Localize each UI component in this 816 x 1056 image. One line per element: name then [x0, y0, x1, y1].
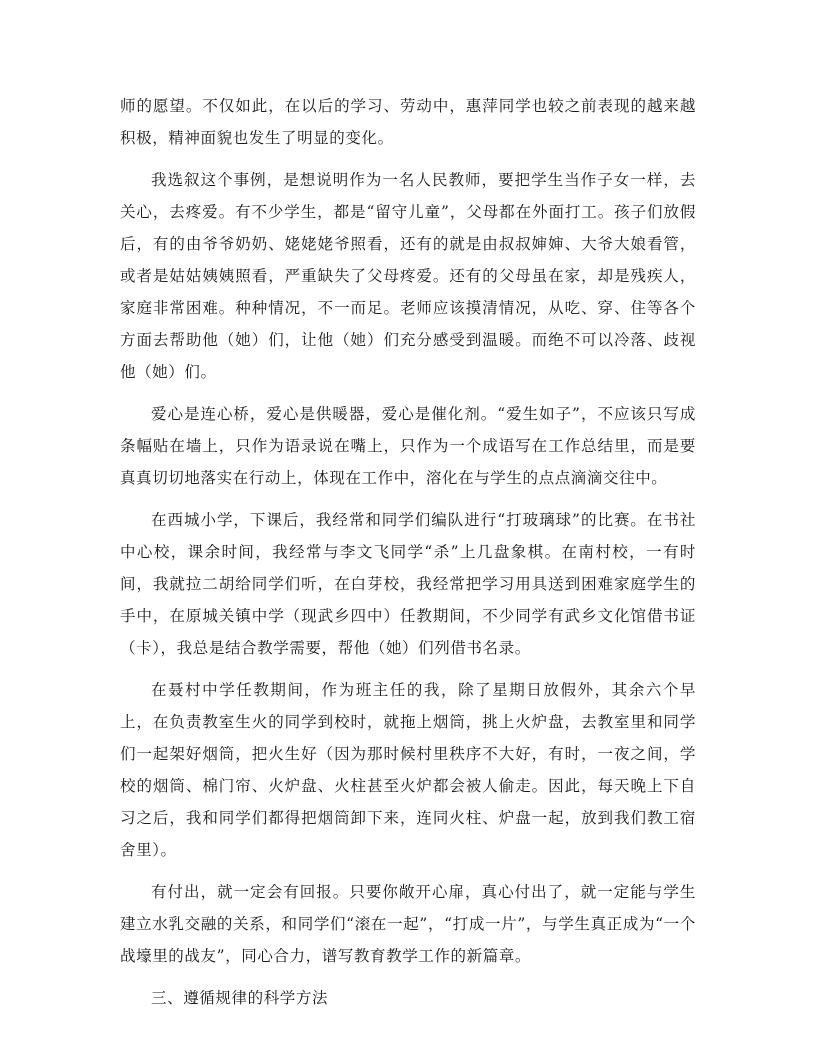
paragraph-love-bridge: 爱心是连心桥，爱心是供暖器，爱心是催化剂。“爱生如子”，不应该只写成条幅贴在墙上，只作为语录说在嘴上，只作为一个成语写在工作总结里，而是要真真切切地落实在行动上，体现在工作中，溶化在与学生的点点滴滴交往中。 — [120, 405, 696, 487]
paragraph-nie-village-school: 在聂村中学任教期间，作为班主任的我，除了星期日放假外，其余六个早上，在负责教室生火的同学到校时，就拖上烟筒，挑上火炉盘，去教室里和同学们一起架好烟筒，把火生好（因为那时候村里秩序不大好，有时，一夜之间，学校的烟筒、棉门帘、火炉盘、火柱甚至火炉都会被人偷走。因此，每天晚上下自习之后，我和同学们都得把烟筒卸下来，连同火柱、炉盘一起，放到我们教工宿舍里）。 — [120, 681, 696, 859]
paragraph-school-activities: 在西城小学，下课后，我经常和同学们编队进行“打玻璃球”的比赛。在书社中心校，课余时间，我经常与李文飞同学“杀”上几盘象棋。在南村校，一有时间，我就拉二胡给同学们听，在白芽校，我经常把学习用具送到困难家庭学生的手中，在原城关镇中学（现武乡四中）任教期间，不少同学有武乡文化馆借书证（卡），我总是结合教学需要，帮他（她）们列借书名录。 — [120, 511, 696, 657]
section-heading: 三、遵循规律的科学方法 — [151, 989, 329, 1007]
document-body — [120, 90, 696, 1014]
paragraph-example-explanation: 我选叙这个事例，是想说明作为一名人民教师，要把学生当作子女一样，去关心，去疼爱。有不少学生，都是“留守儿童”，父母都在外面打工。孩子们放假后，有的由爷爷奶奶、姥姥姥爷照看，还有的就是由叔叔婶婶、大爷大娘看管，或者是姑姑姨姨照看，严重缺失了父母疼爱。还有的父母虽在家，却是残疾人，家庭非常困难。种种情况，不一而足。老师应该摸清情况，从吃、穿、住等各个方面去帮助他（她）们，让他（她）们充分感受到温暖。而绝不可以冷落、歧视他（她）们。 — [120, 171, 696, 381]
paragraph-reward: 有付出，就一定会有回报。只要你敞开心扉，真心付出了，就一定能与学生建立水乳交融的关系，和同学们“滚在一起”，“打成一片”，与学生真正成为“一个战壕里的战友”，同心合力，谱写教育教学工作的新篇章。 — [120, 883, 696, 965]
paragraph-continuation: 师的愿望。不仅如此，在以后的学习、劳动中，惠萍同学也较之前表现的越来越积极，精神面貌也发生了明显的变化。 — [120, 97, 696, 147]
